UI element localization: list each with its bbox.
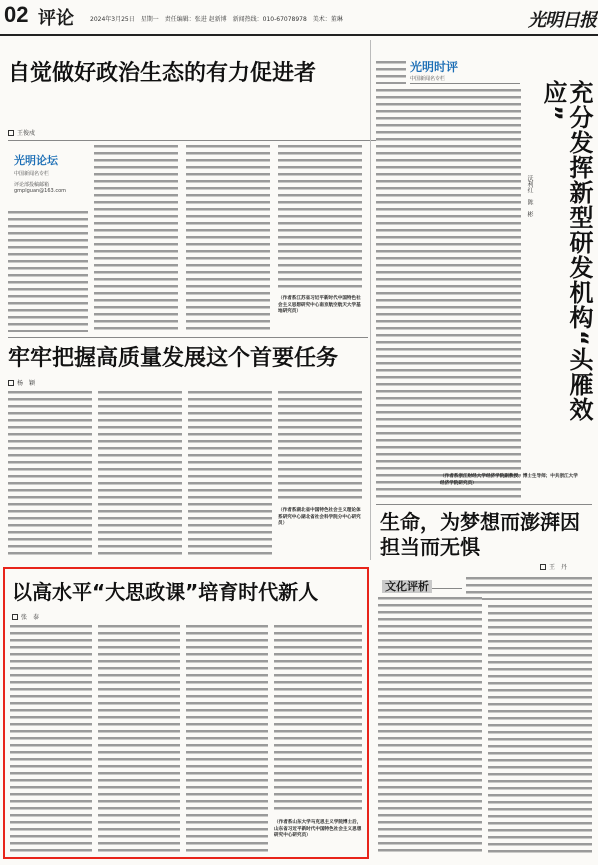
page-info: 2024年3月25日 星期一 责任编辑：张进 赵新博 新闻热线：010-67078978 美术：董琳	[90, 16, 343, 23]
article4-signature: （作者系山东大学马克思主义学院博士后，山东省习近平新时代中国特色社会主义思想研究中心研究员）	[274, 820, 362, 838]
forum-email-label: 评论部投稿邮箱	[14, 182, 50, 188]
article1-author-name: 王俊戍	[17, 130, 36, 137]
author-box-icon	[12, 614, 18, 620]
article1-title[interactable]: 自觉做好政治生态的有力促进者	[8, 61, 317, 86]
article3-intro	[466, 576, 592, 600]
forum-badge	[14, 152, 86, 208]
forum-email: gmplguan@163.com	[14, 188, 66, 194]
article2-author	[8, 378, 35, 387]
timeping-title: 光明时评	[410, 60, 459, 74]
article1-signature: （作者系江苏省习近平新时代中国特色社会主义思想研究中心南京航空航天大学基地研究员）	[278, 296, 361, 314]
masthead-logo: 光明日报	[528, 10, 596, 31]
article2-author-name: 杨 颖	[17, 380, 36, 387]
article3-author-name: 王 丹	[549, 564, 568, 571]
article4-col4	[274, 624, 362, 814]
article1-author	[8, 128, 35, 137]
page-number: 02	[4, 2, 29, 27]
culture-badge-label: 文化评析	[382, 580, 432, 593]
article2-col2	[98, 390, 182, 558]
article2-signature: （作者系湖北省中国特色社会主义理论体系研究中心湖北省社会科学院分中心研究员）	[278, 508, 361, 526]
article3-title[interactable]: 生命，为梦想而澎湃因担当而无惧	[380, 510, 580, 559]
vertical-article-author: 沃利红 陈 彬	[526, 175, 533, 217]
article3-author	[540, 562, 567, 571]
author-box-icon	[8, 380, 14, 386]
author-box-icon	[540, 564, 546, 570]
article3-col1	[378, 596, 482, 856]
divider	[376, 504, 592, 505]
timeping-sub: 中国新闻名专栏	[410, 76, 446, 82]
article2-col1	[8, 390, 92, 558]
article4-col3	[186, 624, 268, 854]
article4-author	[12, 612, 39, 621]
article1-col2	[94, 144, 178, 332]
article4-author-name: 张 泰	[21, 614, 40, 621]
divider	[8, 337, 368, 338]
article3-col2	[488, 604, 592, 856]
article2-col3	[188, 390, 272, 558]
author-box-icon	[8, 130, 14, 136]
article1-col1	[8, 210, 88, 332]
vertical-article-signature: （作者系浙江财经大学经济学院副教授、博士生导师；中共浙江大学经济学院研究员）	[440, 474, 578, 486]
section-title: 评论	[38, 8, 74, 29]
article1-col4	[278, 144, 362, 292]
right-col-text	[376, 88, 521, 500]
vertical-article-title[interactable]: 充分发挥新型研发机构“头雁效应”	[539, 80, 593, 422]
right-col-intro	[376, 60, 406, 84]
article2-title[interactable]: 牢牢把握高质量发展这个首要任务	[8, 346, 339, 371]
column-divider	[370, 40, 371, 560]
article2-col4	[278, 390, 362, 500]
culture-badge	[382, 575, 462, 593]
forum-sub: 中国新闻名专栏	[14, 171, 50, 177]
article4-title[interactable]: 以高水平“大思政课”培育时代新人	[12, 580, 319, 604]
article1-col3	[186, 144, 270, 332]
divider	[8, 140, 403, 141]
timeping-badge	[410, 58, 520, 84]
article4-col2	[98, 624, 180, 854]
forum-title: 光明论坛	[14, 154, 58, 167]
article4-col1	[10, 624, 92, 854]
